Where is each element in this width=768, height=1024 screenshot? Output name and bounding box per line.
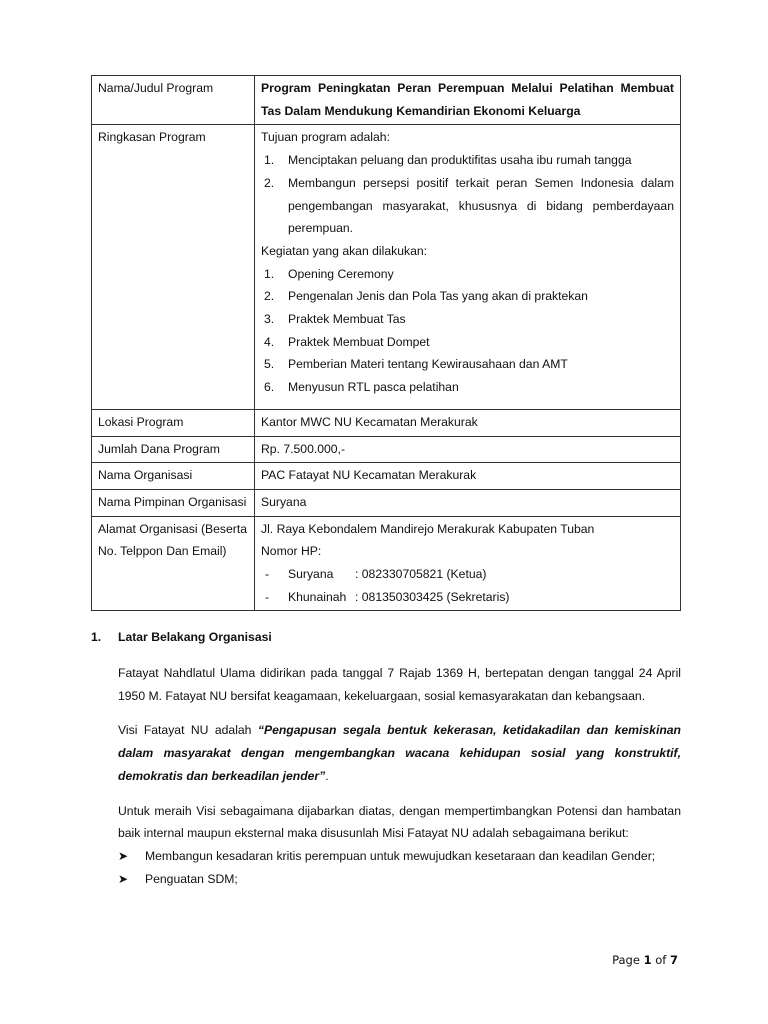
list-text: Membangun persepsi positif terkait peran Semen Indonesia dalam pengembangan masyarakat, khususnya di bidang pemberdayaan perempuan.	[288, 175, 674, 236]
row-leader	[92, 489, 681, 516]
list-text: Praktek Membuat Tas	[288, 312, 406, 327]
list-number: 4.	[264, 334, 275, 349]
contact-dash: -	[265, 589, 270, 604]
label-address: Alamat Organisasi (Beserta No. Telppon Dan Email)	[92, 516, 255, 611]
contact-name: Suryana	[288, 567, 334, 582]
leader-value: Suryana	[255, 489, 681, 516]
list-item	[261, 331, 674, 354]
goal-list	[261, 149, 674, 240]
list-item	[261, 263, 674, 286]
contact-item	[261, 563, 674, 586]
arrow-bullet-icon: ➤	[118, 848, 129, 863]
activity-list	[261, 263, 674, 399]
contact-dash: -	[265, 567, 270, 582]
row-location	[92, 409, 681, 436]
list-item	[261, 285, 674, 308]
section-number: 1.	[91, 630, 102, 644]
contact-name: Khunainah	[288, 589, 347, 604]
list-text: Menyusun RTL pasca pelatihan	[288, 380, 459, 395]
paragraph-vision	[118, 719, 681, 787]
list-item	[261, 376, 674, 399]
list-number: 5.	[264, 357, 275, 372]
list-number: 2.	[264, 175, 275, 190]
organization-value: PAC Fatayat NU Kecamatan Merakurak	[255, 463, 681, 490]
activity-intro: Kegiatan yang akan dilakukan:	[261, 243, 428, 258]
list-number: 2.	[264, 289, 275, 304]
mission-text: Membangun kesadaran kritis perempuan untuk mewujudkan kesetaraan dan keadilan Gender;	[145, 848, 656, 863]
funds-value: Rp. 7.500.000,-	[255, 436, 681, 463]
list-item	[261, 353, 674, 376]
list-item	[261, 149, 674, 172]
page-word: Page	[612, 953, 640, 967]
section-heading	[91, 626, 681, 648]
label-leader: Nama Pimpinan Organisasi	[92, 489, 255, 516]
address-cell	[255, 516, 681, 611]
label-summary: Ringkasan Program	[92, 125, 255, 409]
vision-suffix: .	[325, 768, 329, 783]
page-of: of	[655, 953, 667, 967]
label-program-name: Nama/Judul Program	[92, 76, 255, 125]
vision-prefix: Visi Fatayat NU adalah	[118, 723, 258, 738]
list-number: 1.	[264, 266, 275, 281]
paragraph-founding: Fatayat Nahdlatul Ulama didirikan pada tanggal 7 Rajab 1369 H, bertepatan dengan tanggal 24 April 1950 M. Fatayat NU bersifat keagamaan, kekeluargaan, sosial kemasyarakatan dan kebangsaan.	[118, 666, 681, 703]
section-title: Latar Belakang Organisasi	[118, 630, 272, 644]
label-location: Lokasi Program	[92, 409, 255, 436]
location-value: Kantor MWC NU Kecamatan Merakurak	[255, 409, 681, 436]
list-item	[261, 172, 674, 240]
list-number: 6.	[264, 380, 275, 395]
row-program-name	[92, 76, 681, 125]
row-organization	[92, 463, 681, 490]
phone-label: Nomor HP:	[261, 544, 322, 559]
list-text: Pemberian Materi tentang Kewirausahaan dan AMT	[288, 357, 568, 372]
goal-intro: Tujuan program adalah:	[261, 130, 390, 145]
paragraph-mission-intro: Untuk meraih Visi sebagaimana dijabarkan diatas, dengan mempertimbangkan Potensi dan hambatan baik internal maupun eksternal maka disusunlah Misi Fatayat NU adalah sebagaimana berikut:	[118, 803, 681, 841]
summary-cell	[255, 125, 681, 409]
list-text: Menciptakan peluang dan produktifitas usaha ibu rumah tangga	[288, 153, 632, 168]
list-item	[118, 868, 681, 891]
row-summary	[92, 125, 681, 409]
page-total: 7	[669, 953, 678, 967]
list-item	[261, 308, 674, 331]
list-number: 1.	[264, 153, 275, 168]
contact-phone: : 081350303425 (Sekretaris)	[355, 589, 510, 604]
mission-text: Penguatan SDM;	[145, 871, 238, 886]
list-text: Praktek Membuat Dompet	[288, 334, 430, 349]
address-value: Jl. Raya Kebondalem Mandirejo Merakurak Kabupaten Tuban	[261, 521, 595, 536]
program-table	[91, 75, 681, 611]
row-funds	[92, 436, 681, 463]
list-text: Pengenalan Jenis dan Pola Tas yang akan di praktekan	[288, 289, 588, 304]
row-address	[92, 516, 681, 611]
list-number: 3.	[264, 312, 275, 327]
list-item	[118, 845, 681, 868]
page-current: 1	[643, 953, 652, 967]
page-number	[612, 953, 678, 967]
mission-list	[91, 845, 681, 890]
program-title: Program Peningkatan Peran Perempuan Melalui Pelatihan Membuat Tas Dalam Mendukung Kemandirian Ekonomi Keluarga	[255, 76, 681, 125]
section-background	[91, 626, 681, 890]
list-text: Opening Ceremony	[288, 266, 394, 281]
contact-item	[261, 586, 674, 609]
contact-phone: : 082330705821 (Ketua)	[355, 567, 487, 582]
label-funds: Jumlah Dana Program	[92, 436, 255, 463]
vision-statement: “Pengapusan segala bentuk kekerasan, ketidakadilan dan kemiskinan dalam masyarakat dengan mengembangkan wacana kehidupan sosial yang konstruktif, demokratis dan berkeadilan jender”	[118, 723, 681, 783]
label-organization: Nama Organisasi	[92, 463, 255, 490]
arrow-bullet-icon: ➤	[118, 871, 129, 886]
